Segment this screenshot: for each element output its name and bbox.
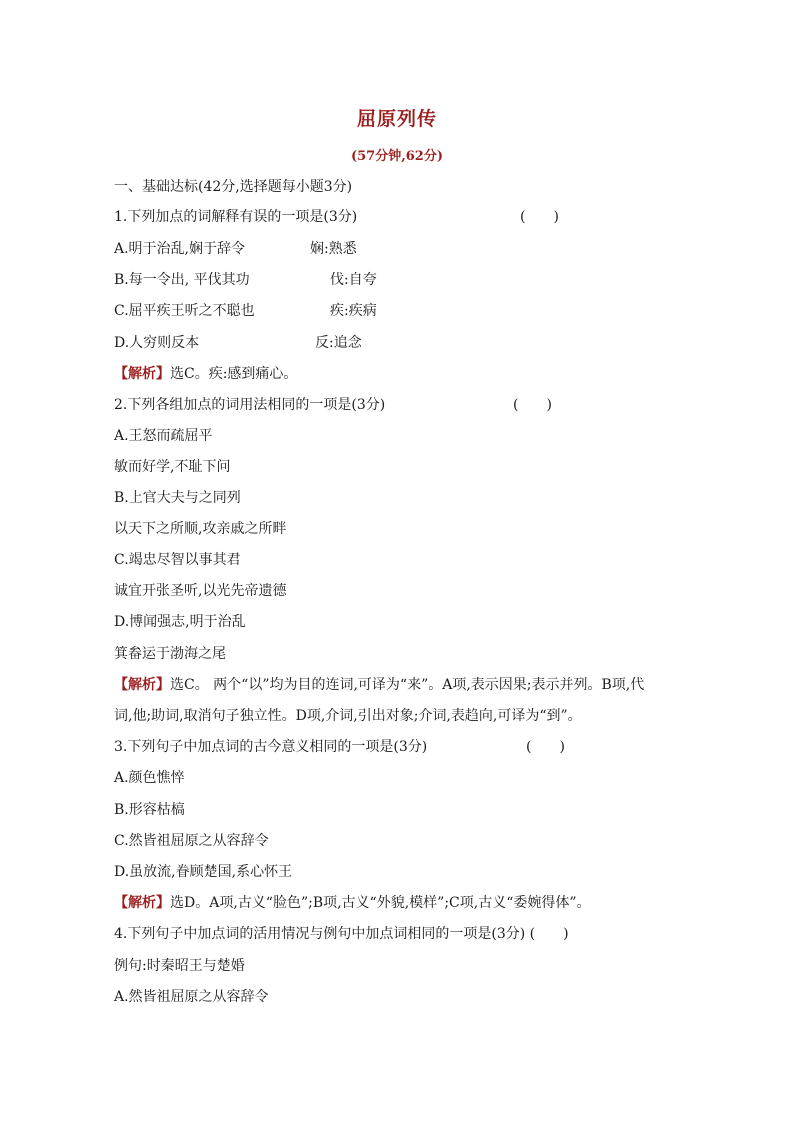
q2-line: 以天下之所顺,攻亲戚之所畔 xyxy=(114,521,287,537)
q2-line: C.竭忠尽智以事其君 xyxy=(114,552,241,568)
q1-analysis xyxy=(114,365,297,383)
section-heading: 一、基础达标(42分,选择题每小题3分) xyxy=(114,179,353,195)
q1-option-c: C.屈平疾王听之不聪也 xyxy=(114,303,255,319)
analysis-text: 选D。A项,古义“脸色”;B项,古义“外貌,模样”;C项,古义“委婉得体”。 xyxy=(170,895,591,911)
question-4-answer-blank: ( ) xyxy=(529,926,569,942)
q1-option-a-gloss: 娴:熟悉 xyxy=(310,241,357,257)
q1-option-d-gloss: 反:追念 xyxy=(315,335,362,351)
q3-option-a: A.颜色憔悴 xyxy=(114,770,185,786)
q1-option-d: D.人穷则反本 xyxy=(114,335,200,351)
q3-option-b: B.形容枯槁 xyxy=(114,802,185,818)
question-3-answer-blank: ( ) xyxy=(526,739,565,755)
question-2-stem: 2.下列各组加点的词用法相同的一项是(3分) xyxy=(114,397,386,413)
q2-line: D.博闻强志,明于治乱 xyxy=(114,614,246,630)
q1-option-b-gloss: 伐:自夸 xyxy=(330,272,377,288)
question-3-stem: 3.下列句子中加点词的古今意义相同的一项是(3分) xyxy=(114,739,428,755)
q1-option-c-gloss: 疾:疾病 xyxy=(330,303,377,319)
question-2-answer-blank: ( ) xyxy=(513,397,552,413)
question-1-stem: 1.下列加点的词解释有误的一项是(3分) xyxy=(114,209,358,225)
page-title: 屈原列传 xyxy=(356,108,437,130)
analysis-tag: 【解析】 xyxy=(114,677,170,693)
q2-analysis xyxy=(114,676,644,694)
analysis-text: 选C。 两个“以”均为目的连词,可译为“来”。A项,表示因果;表示并列。B项,代 xyxy=(170,677,645,693)
question-4-stem xyxy=(114,925,569,943)
q4-option-a: A.然皆祖屈原之从容辞令 xyxy=(114,989,269,1005)
q3-option-d: D.虽放流,眷顾楚国,系心怀王 xyxy=(114,864,293,880)
q3-analysis xyxy=(114,894,591,912)
q2-line: 诚宜开张圣听,以光先帝遗德 xyxy=(114,583,287,599)
page-subtitle: (57分钟,62分) xyxy=(350,149,443,164)
q4-example: 例句:时秦昭王与楚婚 xyxy=(114,958,245,974)
question-4-stem-text: 4.下列句子中加点词的活用情况与例句中加点词相同的一项是(3分) xyxy=(114,926,526,942)
q2-line: A.王怒而疏屈平 xyxy=(114,428,213,444)
q2-analysis-continued: 词,他;助词,取消句子独立性。D项,介词,引出对象;介词,表趋向,可译为“到”。 xyxy=(114,708,582,724)
question-1-answer-blank: ( ) xyxy=(520,209,559,225)
q2-line: 敏而好学,不耻下问 xyxy=(114,459,231,475)
analysis-tag: 【解析】 xyxy=(114,895,170,911)
q3-option-c: C.然皆祖屈原之从容辞令 xyxy=(114,833,269,849)
analysis-tag: 【解析】 xyxy=(114,366,170,382)
analysis-text: 选C。疾:感到痛心。 xyxy=(170,366,298,382)
q2-line: B.上官大夫与之同列 xyxy=(114,490,241,506)
q2-line: 箕畚运于渤海之尾 xyxy=(114,646,226,662)
q1-option-a: A.明于治乱,娴于辞令 xyxy=(114,241,246,257)
q1-option-b: B.每一令出, 平伐其功 xyxy=(114,272,250,288)
